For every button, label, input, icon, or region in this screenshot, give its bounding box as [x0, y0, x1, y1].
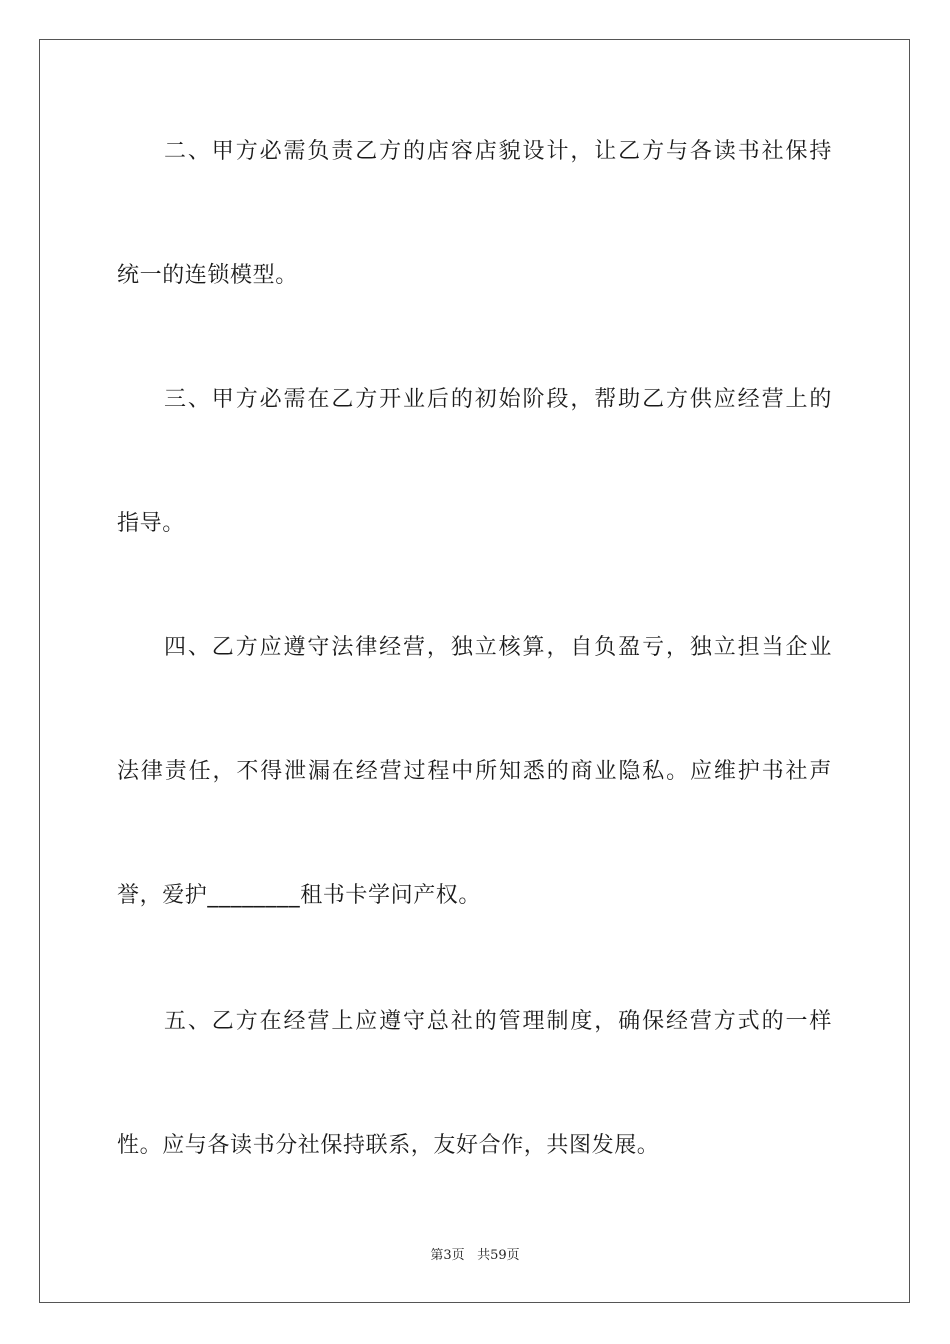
- paragraph-4-line-1: 四、乙方应遵守法律经营，独立核算，自负盈亏，独立担当企业: [164, 635, 832, 660]
- paragraph-2-line-1: 二、甲方必需负责乙方的店容店貌设计，让乙方与各读书社保持: [164, 139, 832, 164]
- paragraph-3-line-2: 指导。: [117, 511, 185, 536]
- paragraph-5-line-1: 五、乙方在经营上应遵守总社的管理制度，确保经营方式的一样: [164, 1009, 832, 1034]
- paragraph-3-line-1: 三、甲方必需在乙方开业后的初始阶段，帮助乙方供应经营上的: [164, 387, 832, 412]
- page-border: [39, 39, 910, 1303]
- paragraph-5-line-2: 性。应与各读书分社保持联系，友好合作，共图发展。: [117, 1133, 660, 1158]
- page-total: 共59页: [477, 1248, 520, 1263]
- page-footer: [0, 1248, 950, 1264]
- page-number: 第3页: [430, 1248, 465, 1263]
- paragraph-2-line-2: 统一的连锁模型。: [117, 263, 298, 288]
- paragraph-4-line-3: 誉，爱护________租书卡学问产权。: [117, 883, 482, 908]
- paragraph-4-line-2: 法律责任，不得泄漏在经营过程中所知悉的商业隐私。应维护书社声: [117, 759, 832, 784]
